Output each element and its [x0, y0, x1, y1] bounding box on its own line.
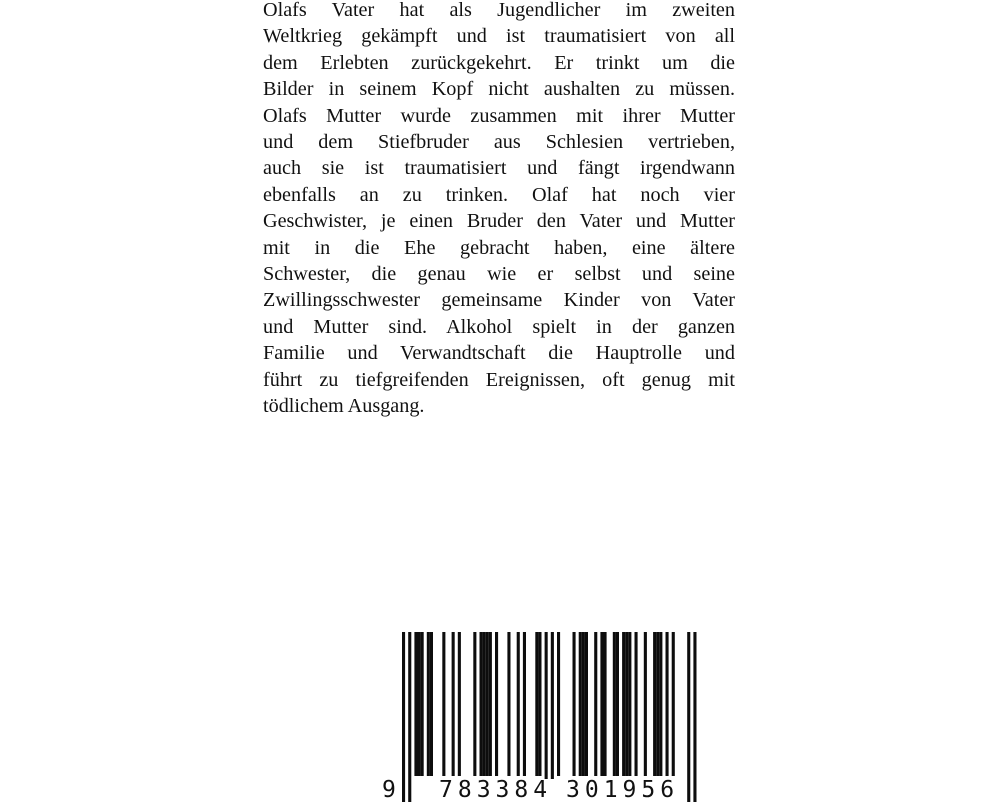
barcode-bar [585, 632, 588, 776]
barcode-bar [517, 632, 520, 776]
barcode-bar [483, 632, 486, 776]
blurb-line: Familie und Verwandtschaft die Hauptrolle und [263, 342, 735, 365]
blurb-line: und Mutter sind. Alkohol spielt in der ganzen [263, 315, 735, 338]
barcode-bar [653, 632, 656, 776]
blurb-line: Schwester, die genau wie er selbst und seine [263, 263, 735, 286]
barcode-bar [687, 632, 690, 802]
barcode-bar [582, 632, 585, 776]
barcode-digits-right: 301956 [566, 777, 680, 802]
barcode-bar [489, 632, 492, 776]
barcode-bar [414, 632, 417, 776]
blurb-line: Olafs Mutter wurde zusammen mit ihrer Mutter [263, 104, 735, 127]
barcode-bar [644, 632, 647, 776]
barcode-bar [666, 632, 669, 776]
blurb-line: mit in die Ehe gebracht haben, eine ältere [263, 236, 735, 259]
blurb-line: Zwillingsschwester gemeinsame Kinder von Vater [263, 289, 735, 312]
barcode-bar [659, 632, 662, 776]
barcode-bar [672, 632, 675, 776]
barcode-bar [408, 632, 411, 802]
barcode-bar [628, 632, 631, 776]
blurb-line: und dem Stiefbruder aus Schlesien vertrieben, [263, 131, 735, 154]
barcode-lead-digit: 9 [382, 777, 396, 802]
barcode-bar [427, 632, 430, 776]
barcode-bar [523, 632, 526, 776]
barcode-bar [495, 632, 498, 776]
barcode-bar [594, 632, 597, 776]
barcode-bar [625, 632, 628, 776]
barcode-bar [418, 632, 421, 776]
barcode-bar [402, 632, 405, 802]
barcode-digits-left: 783384 [439, 777, 553, 802]
barcode-bar [486, 632, 489, 776]
barcode-bar [616, 632, 619, 776]
barcode-bar [430, 632, 433, 776]
barcode-bar [507, 632, 510, 776]
blurb-line: Geschwister, je einen Bruder den Vater und Mutter [263, 210, 735, 233]
barcode-bar [442, 632, 445, 776]
barcode-bar [622, 632, 625, 776]
barcode-bar [421, 632, 424, 776]
blurb-line: Weltkrieg gekämpft und ist traumatisiert von all [263, 25, 735, 48]
blurb-line: ebenfalls an zu trinken. Olaf hat noch vier [263, 183, 735, 206]
barcode-bar [535, 632, 538, 776]
barcode-bar [600, 632, 603, 776]
blurb-line: Bilder in seinem Kopf nicht aushalten zu müssen. [263, 78, 735, 101]
barcode-bar [480, 632, 483, 776]
blurb-line: Olafs Vater hat als Jugendlicher im zweiten [263, 0, 735, 21]
barcode-bar [473, 632, 476, 776]
blurb-line: dem Erlebten zurückgekehrt. Er trinkt um die [263, 51, 735, 74]
blurb-line: tödlichem Ausgang. [263, 395, 425, 418]
barcode-bar [579, 632, 582, 776]
barcode-bar [656, 632, 659, 776]
barcode-bar [538, 632, 541, 776]
blurb-line: führt zu tiefgreifenden Ereignissen, oft genug mit [263, 368, 735, 391]
barcode-bar [604, 632, 607, 776]
barcode-bar [557, 632, 560, 776]
barcode-bar [613, 632, 616, 776]
barcode-bar [573, 632, 576, 776]
barcode-bar [452, 632, 455, 776]
barcode-bar [635, 632, 638, 776]
isbn-barcode [380, 630, 720, 802]
barcode-bar [458, 632, 461, 776]
blurb-line: auch sie ist traumatisiert und fängt irgendwann [263, 157, 735, 180]
barcode-bar [693, 632, 696, 802]
blurb-text [263, 0, 735, 420]
